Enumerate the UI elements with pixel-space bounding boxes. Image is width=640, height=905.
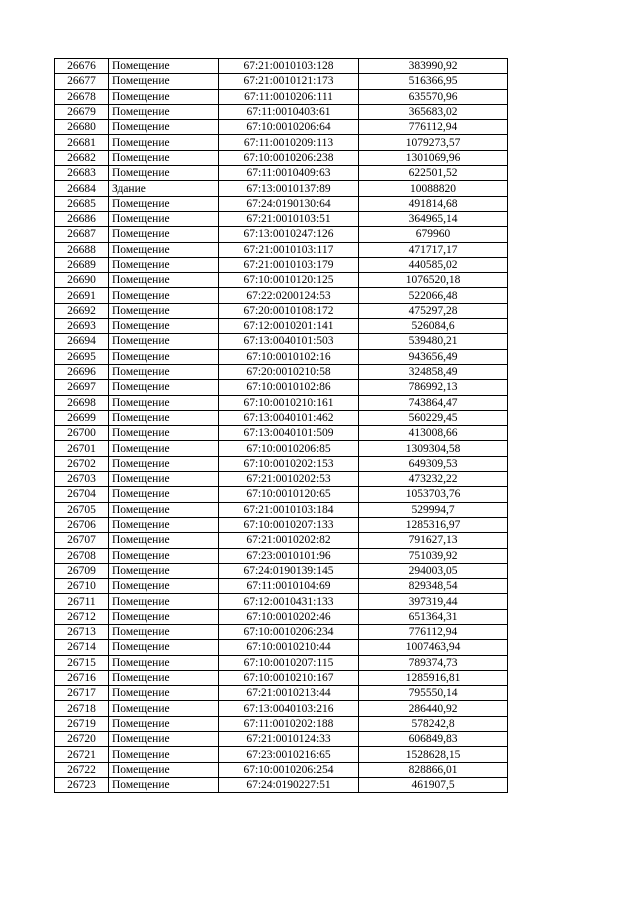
table-row: [55, 594, 508, 609]
table-row: [55, 135, 508, 150]
row-number-cell: 26718: [55, 701, 109, 716]
object-type-cell: Помещение: [109, 334, 219, 349]
table-row: [55, 120, 508, 135]
row-number-cell: 26679: [55, 104, 109, 119]
value-cell: 10088820: [359, 181, 508, 196]
object-type-cell: Помещение: [109, 349, 219, 364]
object-type-cell: Помещение: [109, 89, 219, 104]
table-row: [55, 303, 508, 318]
table-row: [55, 747, 508, 762]
row-number-cell: 26712: [55, 609, 109, 624]
table-row: [55, 548, 508, 563]
object-type-cell: Помещение: [109, 395, 219, 410]
cadastral-number-cell: 67:11:0010209:113: [219, 135, 359, 150]
value-cell: 743864,47: [359, 395, 508, 410]
row-number-cell: 26701: [55, 441, 109, 456]
object-type-cell: Помещение: [109, 762, 219, 777]
value-cell: 473232,22: [359, 472, 508, 487]
object-type-cell: Помещение: [109, 59, 219, 74]
row-number-cell: 26683: [55, 166, 109, 181]
row-number-cell: 26706: [55, 517, 109, 532]
row-number-cell: 26711: [55, 594, 109, 609]
row-number-cell: 26716: [55, 670, 109, 685]
cadastral-number-cell: 67:10:0010207:133: [219, 517, 359, 532]
value-cell: 560229,45: [359, 410, 508, 425]
table-row: [55, 670, 508, 685]
value-cell: 751039,92: [359, 548, 508, 563]
cadastral-number-cell: 67:10:0010206:238: [219, 150, 359, 165]
cadastral-number-cell: 67:10:0010206:254: [219, 762, 359, 777]
row-number-cell: 26694: [55, 334, 109, 349]
object-type-cell: Помещение: [109, 288, 219, 303]
table-row: [55, 257, 508, 272]
value-cell: 475297,28: [359, 303, 508, 318]
value-cell: 789374,73: [359, 655, 508, 670]
object-type-cell: Помещение: [109, 166, 219, 181]
value-cell: 791627,13: [359, 533, 508, 548]
object-type-cell: Помещение: [109, 502, 219, 517]
object-type-cell: Помещение: [109, 732, 219, 747]
value-cell: 776112,94: [359, 624, 508, 639]
row-number-cell: 26687: [55, 227, 109, 242]
table-row: [55, 502, 508, 517]
cadastral-number-cell: 67:10:0010210:44: [219, 640, 359, 655]
value-cell: 651364,31: [359, 609, 508, 624]
object-type-cell: Помещение: [109, 716, 219, 731]
object-type-cell: Помещение: [109, 747, 219, 762]
value-cell: 1285316,97: [359, 517, 508, 532]
cadastral-number-cell: 67:12:0010431:133: [219, 594, 359, 609]
value-cell: 364965,14: [359, 211, 508, 226]
row-number-cell: 26714: [55, 640, 109, 655]
row-number-cell: 26710: [55, 579, 109, 594]
cadastral-number-cell: 67:10:0010206:85: [219, 441, 359, 456]
value-cell: 461907,5: [359, 777, 508, 792]
row-number-cell: 26685: [55, 196, 109, 211]
cadastral-number-cell: 67:21:0010202:82: [219, 533, 359, 548]
value-cell: 1528628,15: [359, 747, 508, 762]
cadastral-number-cell: 67:21:0010103:128: [219, 59, 359, 74]
cadastral-number-cell: 67:13:0040101:509: [219, 426, 359, 441]
table-row: [55, 227, 508, 242]
cadastral-number-cell: 67:11:0010206:111: [219, 89, 359, 104]
value-cell: 776112,94: [359, 120, 508, 135]
cadastral-number-cell: 67:10:0010120:125: [219, 273, 359, 288]
row-number-cell: 26700: [55, 426, 109, 441]
value-cell: 286440,92: [359, 701, 508, 716]
table-row: [55, 74, 508, 89]
cadastral-number-cell: 67:13:0010137:89: [219, 181, 359, 196]
table-row: [55, 166, 508, 181]
row-number-cell: 26684: [55, 181, 109, 196]
row-number-cell: 26698: [55, 395, 109, 410]
table-row: [55, 456, 508, 471]
value-cell: 440585,02: [359, 257, 508, 272]
table-row: [55, 59, 508, 74]
row-number-cell: 26681: [55, 135, 109, 150]
row-number-cell: 26721: [55, 747, 109, 762]
object-type-cell: Помещение: [109, 227, 219, 242]
object-type-cell: Помещение: [109, 410, 219, 425]
object-type-cell: Помещение: [109, 777, 219, 792]
table-row: [55, 579, 508, 594]
value-cell: 786992,13: [359, 380, 508, 395]
row-number-cell: 26713: [55, 624, 109, 639]
cadastral-number-cell: 67:11:0010403:61: [219, 104, 359, 119]
row-number-cell: 26709: [55, 563, 109, 578]
row-number-cell: 26680: [55, 120, 109, 135]
value-cell: 1285916,81: [359, 670, 508, 685]
table-row: [55, 563, 508, 578]
table-row: [55, 380, 508, 395]
cadastral-number-cell: 67:21:0010124:33: [219, 732, 359, 747]
table-row: [55, 211, 508, 226]
table-row: [55, 777, 508, 792]
cadastral-number-cell: 67:23:0010101:96: [219, 548, 359, 563]
value-cell: 413008,66: [359, 426, 508, 441]
object-type-cell: Помещение: [109, 609, 219, 624]
table-row: [55, 349, 508, 364]
cadastral-number-cell: 67:11:0010104:69: [219, 579, 359, 594]
value-cell: 679960: [359, 227, 508, 242]
row-number-cell: 26715: [55, 655, 109, 670]
value-cell: 526084,6: [359, 319, 508, 334]
row-number-cell: 26697: [55, 380, 109, 395]
cadastral-number-cell: 67:10:0010210:161: [219, 395, 359, 410]
value-cell: 539480,21: [359, 334, 508, 349]
row-number-cell: 26690: [55, 273, 109, 288]
object-type-cell: Помещение: [109, 594, 219, 609]
value-cell: 324858,49: [359, 364, 508, 379]
value-cell: 649309,53: [359, 456, 508, 471]
value-cell: 606849,83: [359, 732, 508, 747]
cadastral-number-cell: 67:13:0010247:126: [219, 227, 359, 242]
cadastral-number-cell: 67:13:0040103:216: [219, 701, 359, 716]
object-type-cell: Помещение: [109, 257, 219, 272]
cadastral-number-cell: 67:10:0010206:234: [219, 624, 359, 639]
cadastral-number-cell: 67:21:0010103:51: [219, 211, 359, 226]
row-number-cell: 26722: [55, 762, 109, 777]
cadastral-number-cell: 67:22:0200124:53: [219, 288, 359, 303]
table-row: [55, 288, 508, 303]
table-row: [55, 104, 508, 119]
cadastral-number-cell: 67:13:0040101:462: [219, 410, 359, 425]
row-number-cell: 26699: [55, 410, 109, 425]
row-number-cell: 26720: [55, 732, 109, 747]
row-number-cell: 26719: [55, 716, 109, 731]
row-number-cell: 26686: [55, 211, 109, 226]
row-number-cell: 26717: [55, 686, 109, 701]
cadastral-number-cell: 67:10:0010206:64: [219, 120, 359, 135]
cadastral-number-cell: 67:11:0010409:63: [219, 166, 359, 181]
object-type-cell: Помещение: [109, 701, 219, 716]
row-number-cell: 26677: [55, 74, 109, 89]
cadastral-number-cell: 67:24:0190130:64: [219, 196, 359, 211]
table-row: [55, 655, 508, 670]
object-type-cell: Помещение: [109, 150, 219, 165]
cadastral-number-cell: 67:10:0010120:65: [219, 487, 359, 502]
object-type-cell: Помещение: [109, 640, 219, 655]
value-cell: 491814,68: [359, 196, 508, 211]
row-number-cell: 26708: [55, 548, 109, 563]
table-row: [55, 487, 508, 502]
object-type-cell: Помещение: [109, 472, 219, 487]
cadastral-number-cell: 67:10:0010207:115: [219, 655, 359, 670]
cadastral-number-cell: 67:10:0010102:86: [219, 380, 359, 395]
object-type-cell: Помещение: [109, 426, 219, 441]
table-row: [55, 181, 508, 196]
table-body: [55, 59, 508, 793]
object-type-cell: Помещение: [109, 319, 219, 334]
table-row: [55, 364, 508, 379]
row-number-cell: 26691: [55, 288, 109, 303]
value-cell: 365683,02: [359, 104, 508, 119]
table-row: [55, 472, 508, 487]
object-type-cell: Помещение: [109, 533, 219, 548]
table-row: [55, 441, 508, 456]
object-type-cell: Помещение: [109, 120, 219, 135]
table-row: [55, 762, 508, 777]
table-row: [55, 609, 508, 624]
object-type-cell: Помещение: [109, 211, 219, 226]
value-cell: 1053703,76: [359, 487, 508, 502]
table-row: [55, 426, 508, 441]
value-cell: 522066,48: [359, 288, 508, 303]
cadastral-number-cell: 67:13:0040101:503: [219, 334, 359, 349]
table-row: [55, 533, 508, 548]
value-cell: 397319,44: [359, 594, 508, 609]
object-type-cell: Помещение: [109, 196, 219, 211]
value-cell: 943656,49: [359, 349, 508, 364]
object-type-cell: Помещение: [109, 380, 219, 395]
table-row: [55, 319, 508, 334]
table-row: [55, 624, 508, 639]
table-row: [55, 273, 508, 288]
table-row: [55, 334, 508, 349]
cadastral-number-cell: 67:20:0010108:172: [219, 303, 359, 318]
row-number-cell: 26689: [55, 257, 109, 272]
table-row: [55, 640, 508, 655]
row-number-cell: 26688: [55, 242, 109, 257]
cadastral-number-cell: 67:21:0010213:44: [219, 686, 359, 701]
cadastral-number-cell: 67:21:0010121:173: [219, 74, 359, 89]
object-type-cell: Помещение: [109, 273, 219, 288]
row-number-cell: 26693: [55, 319, 109, 334]
value-cell: 1309304,58: [359, 441, 508, 456]
value-cell: 1007463,94: [359, 640, 508, 655]
object-type-cell: Помещение: [109, 104, 219, 119]
object-type-cell: Помещение: [109, 364, 219, 379]
row-number-cell: 26723: [55, 777, 109, 792]
value-cell: 383990,92: [359, 59, 508, 74]
value-cell: 795550,14: [359, 686, 508, 701]
cadastral-number-cell: 67:24:0190139:145: [219, 563, 359, 578]
table-row: [55, 89, 508, 104]
object-type-cell: Помещение: [109, 655, 219, 670]
object-type-cell: Помещение: [109, 487, 219, 502]
row-number-cell: 26676: [55, 59, 109, 74]
object-type-cell: Помещение: [109, 303, 219, 318]
property-table: [54, 58, 508, 793]
cadastral-number-cell: 67:21:0010103:184: [219, 502, 359, 517]
value-cell: 1301069,96: [359, 150, 508, 165]
cadastral-number-cell: 67:11:0010202:188: [219, 716, 359, 731]
cadastral-number-cell: 67:24:0190227:51: [219, 777, 359, 792]
table-row: [55, 395, 508, 410]
table-row: [55, 686, 508, 701]
table-row: [55, 196, 508, 211]
row-number-cell: 26695: [55, 349, 109, 364]
table-row: [55, 242, 508, 257]
cadastral-number-cell: 67:10:0010202:153: [219, 456, 359, 471]
table-row: [55, 410, 508, 425]
value-cell: 578242,8: [359, 716, 508, 731]
object-type-cell: Помещение: [109, 517, 219, 532]
cadastral-number-cell: 67:21:0010103:179: [219, 257, 359, 272]
object-type-cell: Помещение: [109, 670, 219, 685]
table-row: [55, 716, 508, 731]
value-cell: 1079273,57: [359, 135, 508, 150]
row-number-cell: 26704: [55, 487, 109, 502]
object-type-cell: Помещение: [109, 686, 219, 701]
table-row: [55, 150, 508, 165]
table-row: [55, 701, 508, 716]
value-cell: 829348,54: [359, 579, 508, 594]
object-type-cell: Помещение: [109, 456, 219, 471]
cadastral-number-cell: 67:21:0010103:117: [219, 242, 359, 257]
object-type-cell: Помещение: [109, 548, 219, 563]
table-row: [55, 517, 508, 532]
object-type-cell: Помещение: [109, 242, 219, 257]
cadastral-number-cell: 67:10:0010202:46: [219, 609, 359, 624]
row-number-cell: 26696: [55, 364, 109, 379]
value-cell: 1076520,18: [359, 273, 508, 288]
cadastral-number-cell: 67:10:0010102:16: [219, 349, 359, 364]
value-cell: 516366,95: [359, 74, 508, 89]
object-type-cell: Помещение: [109, 579, 219, 594]
object-type-cell: Здание: [109, 181, 219, 196]
value-cell: 471717,17: [359, 242, 508, 257]
row-number-cell: 26678: [55, 89, 109, 104]
row-number-cell: 26692: [55, 303, 109, 318]
object-type-cell: Помещение: [109, 74, 219, 89]
cadastral-number-cell: 67:23:0010216:65: [219, 747, 359, 762]
row-number-cell: 26702: [55, 456, 109, 471]
row-number-cell: 26705: [55, 502, 109, 517]
object-type-cell: Помещение: [109, 135, 219, 150]
value-cell: 622501,52: [359, 166, 508, 181]
value-cell: 294003,05: [359, 563, 508, 578]
object-type-cell: Помещение: [109, 624, 219, 639]
table-row: [55, 732, 508, 747]
value-cell: 529994,7: [359, 502, 508, 517]
cadastral-number-cell: 67:20:0010210:58: [219, 364, 359, 379]
value-cell: 828866,01: [359, 762, 508, 777]
object-type-cell: Помещение: [109, 441, 219, 456]
cadastral-number-cell: 67:10:0010210:167: [219, 670, 359, 685]
object-type-cell: Помещение: [109, 563, 219, 578]
row-number-cell: 26707: [55, 533, 109, 548]
row-number-cell: 26703: [55, 472, 109, 487]
row-number-cell: 26682: [55, 150, 109, 165]
cadastral-number-cell: 67:12:0010201:141: [219, 319, 359, 334]
cadastral-number-cell: 67:21:0010202:53: [219, 472, 359, 487]
value-cell: 635570,96: [359, 89, 508, 104]
